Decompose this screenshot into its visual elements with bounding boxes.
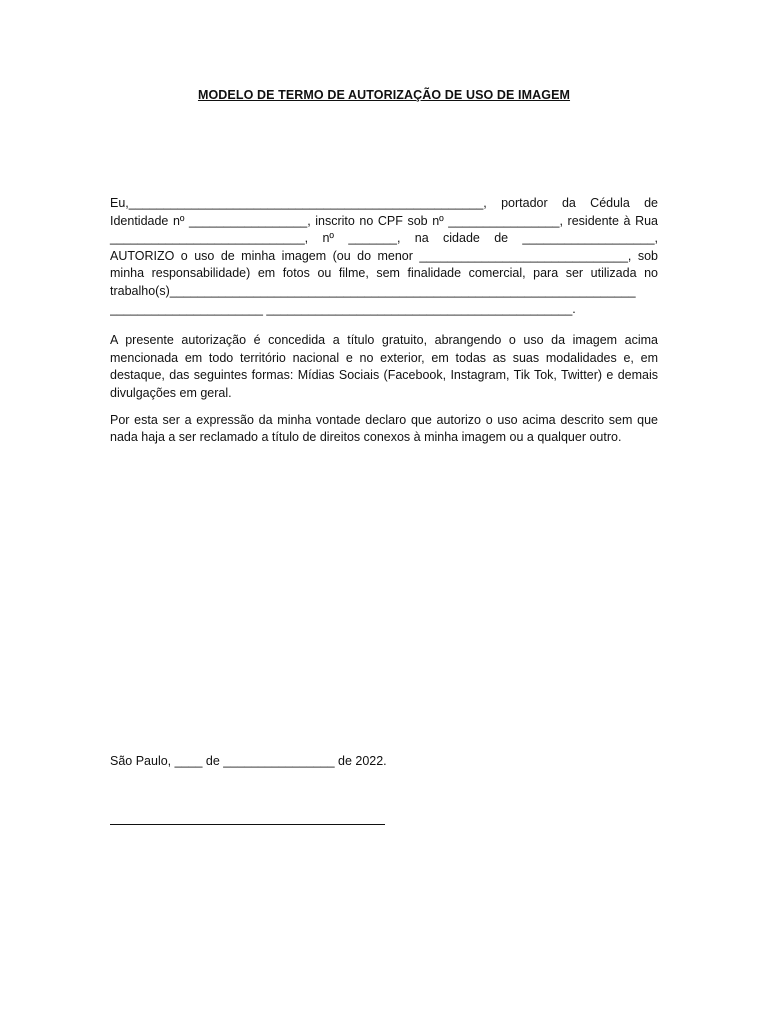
document-body [110, 195, 658, 456]
date-line: São Paulo, ____ de ________________ de 2022. [110, 754, 387, 768]
paragraph-line: ______________________ ____________________________________________. [110, 301, 576, 316]
paragraph-line: Identidade nº _________________, inscrito no CPF sob nº ________________, residente à Rua [110, 213, 658, 228]
paragraph-line: Eu,___________________________________________________, portador da Cédula de [110, 196, 658, 210]
authorization-paragraph: A presente autorização é concedida a título gratuito, abrangendo o uso da imagem acima mencionada em todo território nacional e no exterior, em todas as suas modalidades e, em destaque, das seguintes formas: Mídias Sociais (Facebook, Instagram, Tik Tok, Twitter) e demais divulgações em geral. [110, 333, 658, 400]
declaration-paragraph: Por esta ser a expressão da minha vontade declaro que autorizo o uso acima descrito sem que nada haja a ser reclamado a título de direitos conexos à minha imagem ou a qualquer outro. [110, 412, 658, 445]
document-title: MODELO DE TERMO DE AUTORIZAÇÃO DE USO DE IMAGEM [197, 88, 571, 102]
paragraph-line: ____________________________, nº _______, na cidade de ___________________, [110, 231, 658, 246]
paragraph-line: minha responsabilidade) em fotos ou filme, sem finalidade comercial, para ser utilizada no [110, 266, 658, 281]
identification-paragraph [110, 195, 658, 318]
paragraph-line: trabalho(s)___________________________________________________________________ [110, 283, 636, 298]
paragraph-line: AUTORIZO o uso de minha imagem (ou do menor ______________________________, sob [110, 248, 658, 263]
signature-line [110, 823, 385, 825]
